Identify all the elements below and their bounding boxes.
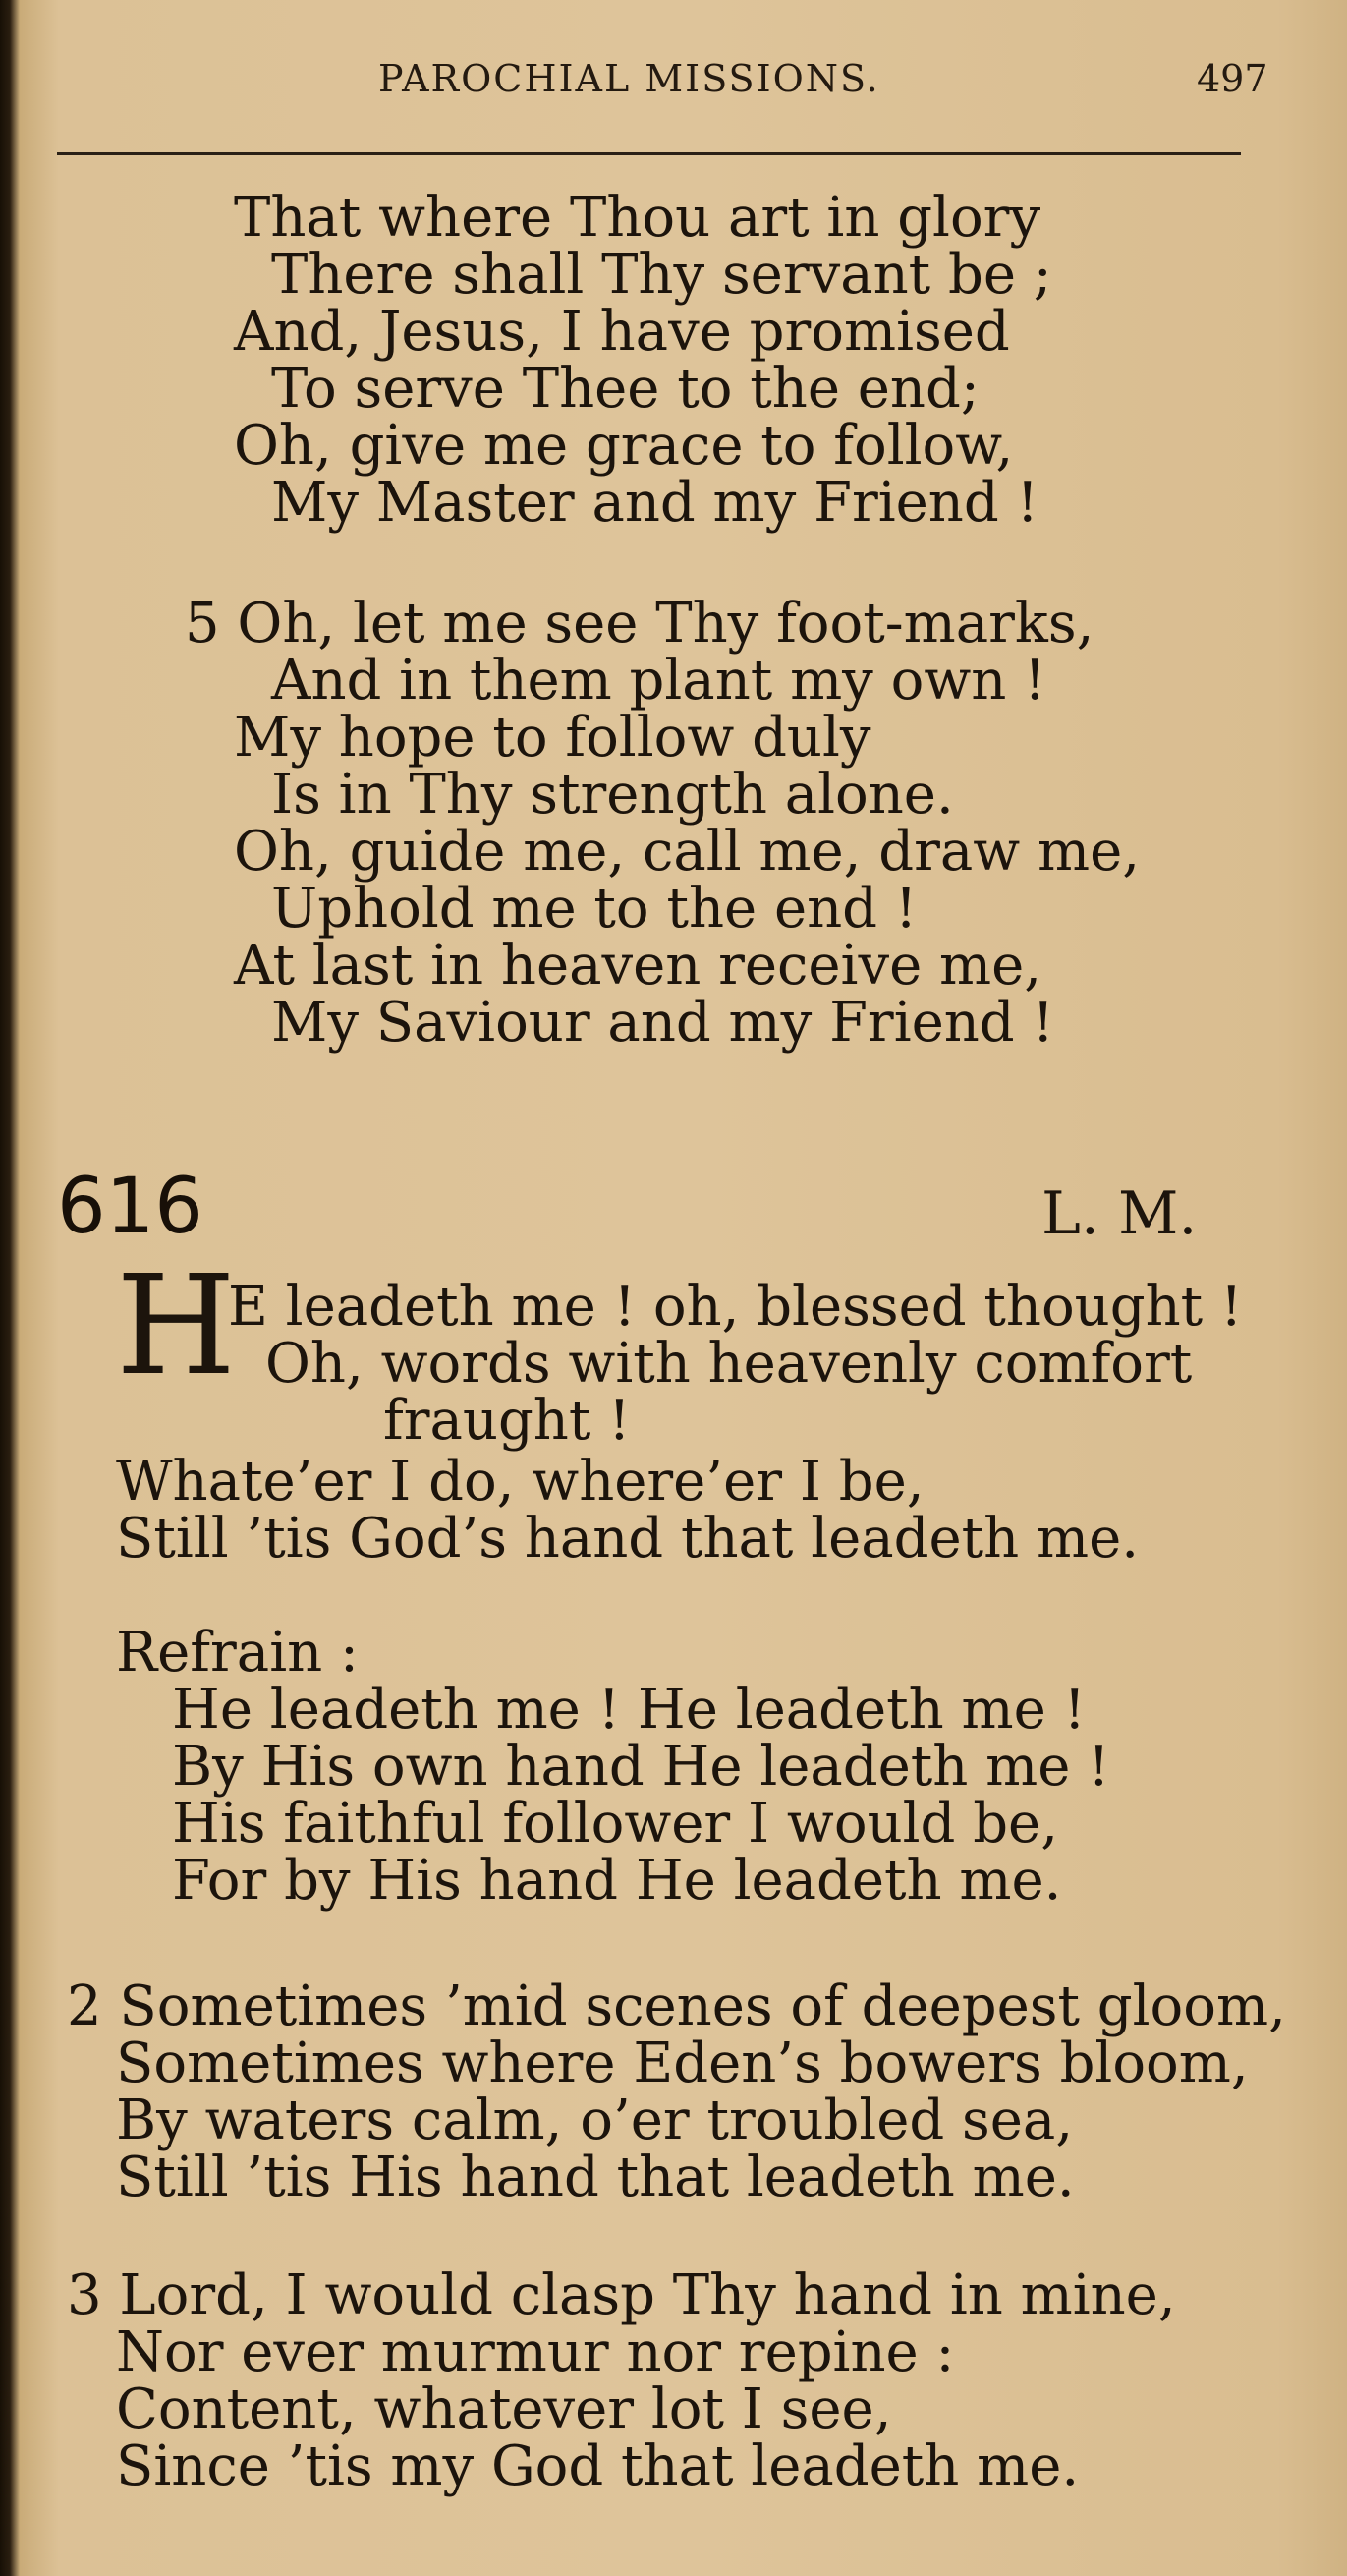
verse-line: Since ’tis my God that leadeth me. xyxy=(116,2434,1080,2498)
verse-line: At last in heaven receive me, xyxy=(234,934,1042,998)
verse-line: My hope to follow duly xyxy=(234,706,871,770)
refrain-label: Refrain : xyxy=(116,1621,359,1685)
verse-line: 3 Lord, I would clasp Thy hand in mine, xyxy=(67,2263,1176,2327)
page-number: 497 xyxy=(1197,57,1268,100)
verse-line: Is in Thy strength alone. xyxy=(271,763,954,827)
verse-line: By waters calm, o’er troubled sea, xyxy=(116,2089,1074,2152)
refrain-line: He leadeth me ! He leadeth me ! xyxy=(172,1678,1087,1742)
verse-line: Still ’tis God’s hand that leadeth me. xyxy=(116,1507,1140,1571)
verse-line: Still ’tis His hand that leadeth me. xyxy=(116,2146,1075,2209)
drop-cap: H xyxy=(116,1246,237,1406)
header-rule xyxy=(57,152,1241,155)
refrain-line: For by His hand He leadeth me. xyxy=(172,1849,1062,1913)
verse-line: That where Thou art in glory xyxy=(234,186,1041,250)
verse-line: My Saviour and my Friend ! xyxy=(271,991,1054,1055)
verse-line: And, Jesus, I have promised xyxy=(234,300,1010,364)
verse-line: Sometimes where Eden’s bowers bloom, xyxy=(116,2032,1249,2095)
verse-line: My Master and my Friend ! xyxy=(271,471,1038,535)
verse-line: Nor ever murmur nor repine : xyxy=(116,2320,955,2384)
verse-line: There shall Thy servant be ; xyxy=(271,243,1052,307)
verse-line: Oh, give me grace to follow, xyxy=(234,414,1014,478)
verse-line: Oh, words with heavenly comfort xyxy=(265,1332,1193,1396)
hymn-meter: L. M. xyxy=(1041,1179,1198,1248)
running-header-title: PAROCHIAL MISSIONS. xyxy=(378,57,880,100)
verse-line: E leadeth me ! oh, blessed thought ! xyxy=(228,1275,1243,1339)
hymn-number: 616 xyxy=(57,1163,203,1251)
verse-line: Oh, guide me, call me, draw me, xyxy=(234,820,1141,884)
verse-line: fraught ! xyxy=(383,1389,631,1453)
verse-line: To serve Thee to the end; xyxy=(271,357,980,421)
refrain-line: By His own hand He leadeth me ! xyxy=(172,1735,1110,1799)
verse-line: Uphold me to the end ! xyxy=(271,877,918,941)
refrain-line: His faithful follower I would be, xyxy=(172,1792,1058,1856)
verse-line: Whate’er I do, where’er I be, xyxy=(116,1450,925,1514)
verse-line: 5 Oh, let me see Thy foot-marks, xyxy=(185,592,1094,656)
verse-line: And in them plant my own ! xyxy=(271,649,1046,713)
verse-line: Content, whatever lot I see, xyxy=(116,2377,892,2441)
verse-line: 2 Sometimes ’mid scenes of deepest gloom, xyxy=(67,1975,1286,2038)
